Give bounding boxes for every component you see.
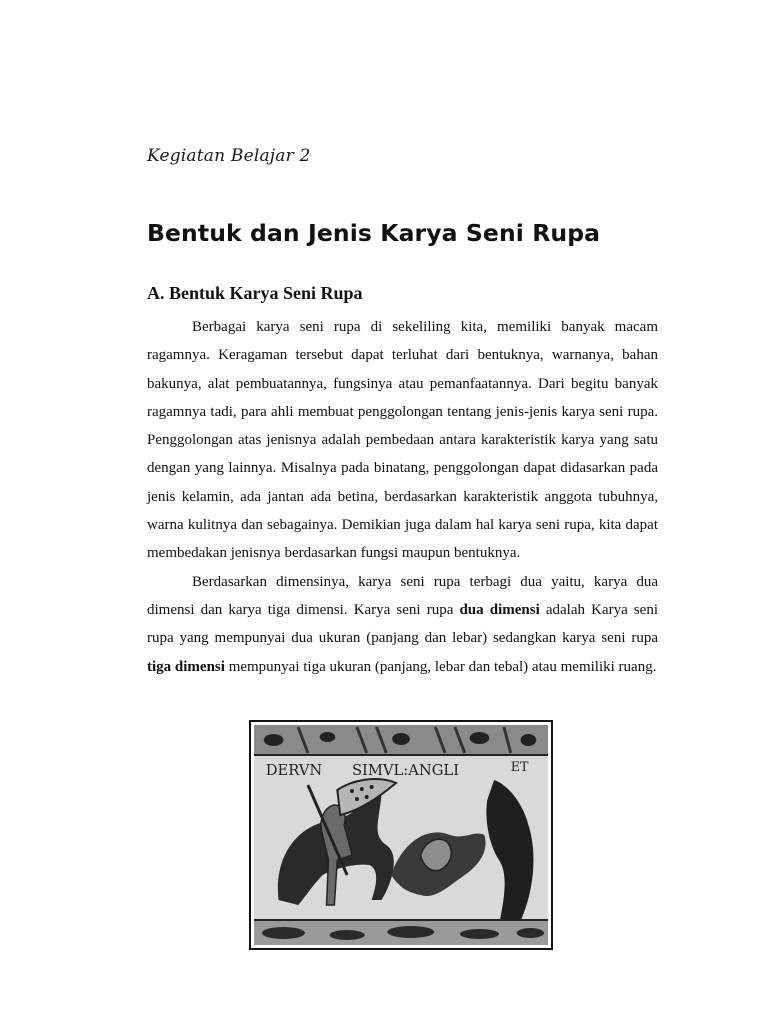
paragraph-2-text-1: Berdasarkan dimensinya, karya seni rupa terbagi dua yaitu, karya dua dimensi dan karya tiga dimensi. Karya seni rupa	[147, 573, 658, 618]
paragraph-2	[147, 568, 658, 681]
paragraph-2-text-3: mempunyai tiga ukuran (panjang, lebar dan tebal) atau memiliki ruang.	[224, 658, 657, 675]
inscription-right: ET	[510, 759, 529, 776]
inscription-middle: SIMVL:ANGLI	[352, 760, 460, 780]
paragraph-1: Berbagai karya seni rupa di sekeliling kita, memiliki banyak macam ragamnya. Keragaman tersebut dapat terluhat dari bentuknya, warnanya, bahan bakunya, alat pembuatannya, fungsinya atau pemanfaatannya. Dari begitu banyak ragamnya tadi, para ahli membuat penggolongan tentang jenis-jenis karya seni rupa. Penggolongan atas jenisnya adalah pembedaan antara karakteristik karya yang satu dengan yang lainnya. Misalnya pada binatang, penggolongan dapat didasarkan pada jenis kelamin, ada jantan ada betina, berdasarkan karakteristik anggota tubuhnya, warna kulitnya dan sebagainya. Demikian juga dalam hal karya seni rupa, kita dapat membedakan jenisnya berdasarkan fungsi maupun bentuknya.	[147, 319, 658, 562]
term-dua-dimensi: dua dimensi	[459, 601, 540, 618]
body-text	[147, 313, 658, 681]
term-tiga-dimensi: tiga dimensi	[147, 658, 225, 675]
inscription-left: DERVN	[265, 760, 323, 780]
activity-subheading: Kegiatan Belajar 2	[147, 146, 311, 166]
tapestry-illustration	[254, 725, 548, 945]
chapter-title: Bentuk dan Jenis Karya Seni Rupa	[147, 219, 601, 247]
tapestry-figure	[249, 720, 553, 950]
section-heading: A. Bentuk Karya Seni Rupa	[147, 283, 363, 303]
paragraph-2-text-2: adalah Karya seni rupa yang mempunyai dua ukuran (panjang dan lebar) sedangkan karya seni rupa	[147, 601, 658, 647]
